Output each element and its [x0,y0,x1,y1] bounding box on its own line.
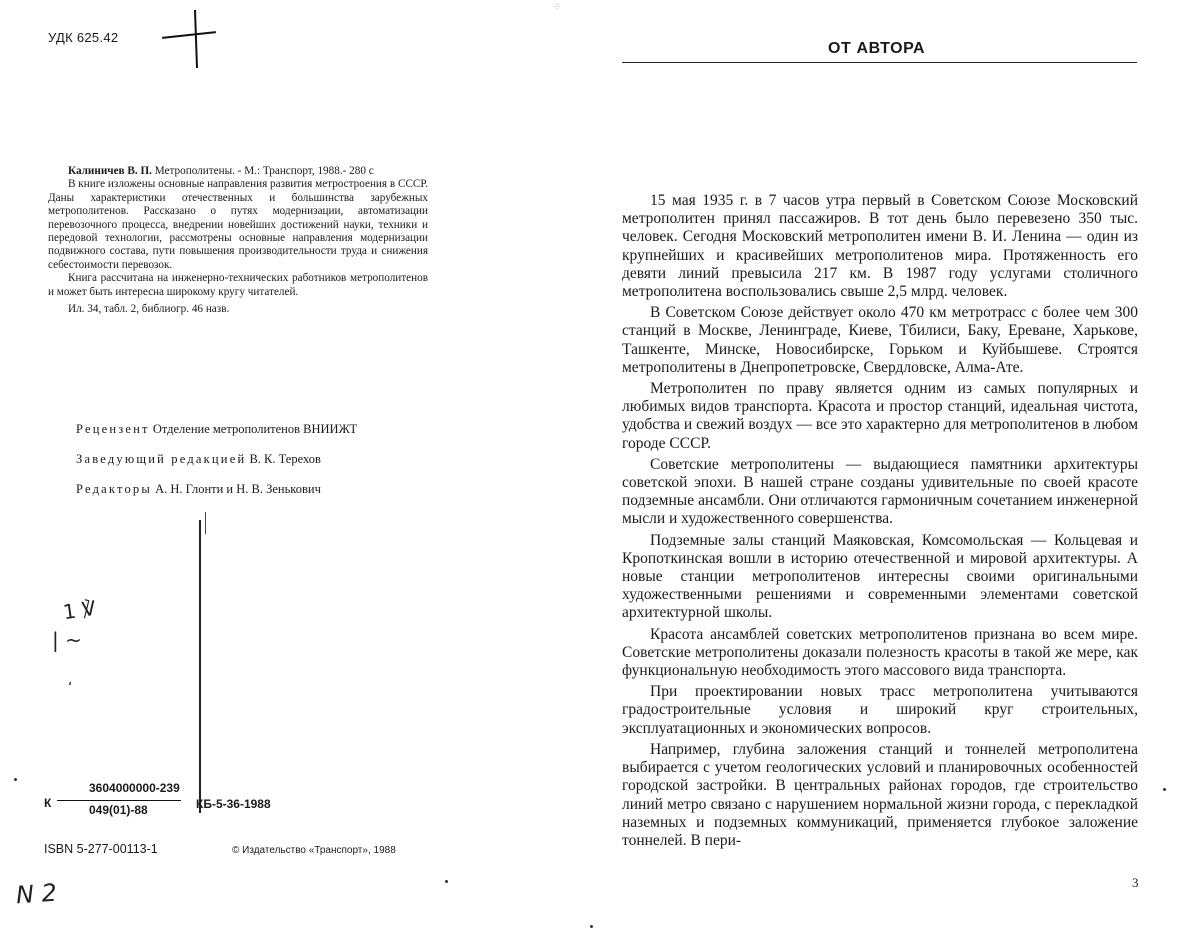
title-rule [622,62,1137,63]
udk-code: УДК 625.42 [48,30,119,45]
credit-role: Заведующий редакцией [76,452,247,466]
ink-speck [445,880,448,883]
biblio-author: Калиничев В. П. [68,165,152,177]
fraction-bar [57,800,181,801]
copyright-line: © Издательство «Транспорт», 1988 [232,845,396,856]
body-paragraph: Метрополитен по праву является одним из самых популярных и любимых видов транспорта. Красота и простор станций, идеальная чистота, удобства и свежий воздух — все это характерно для метрополитенов в любом городе СССР. [622,380,1138,452]
isbn: ISBN 5-277-00113-1 [44,842,158,856]
handwritten-number: N 2 [15,878,58,910]
kb-code: КБ-5-36-1988 [196,797,271,811]
credit-role: Редакторы [76,482,152,496]
body-paragraph: При проектировании новых трасс метрополитена учитываются градостроительные условия и широкий круг строительных, эксплуатационных и экономических вопросов. [622,683,1138,737]
price-code-letter: К [44,796,52,810]
credit-reviewer [76,422,357,437]
handwritten-mark: ʻ [68,680,73,696]
price-code-numerator: 3604000000-239 [89,781,180,795]
biblio-reference: Метрополитены. - М.: Транспорт, 1988.- 280 с [154,165,374,177]
credit-editor-in-chief [76,452,321,467]
credit-editors [76,482,321,497]
ink-speck [1163,788,1166,791]
credit-name: В. К. Терехов [249,452,321,466]
body-paragraph: 15 мая 1935 г. в 7 часов утра первый в Советском Союзе Московский метрополитен принял пассажиров. В тот день было перевезено 350 тыс. человек. Сегодня Московский метрополитен имени В. И. Ленина — один из крупнейших и красивейших метрополитенов мира. Протяженность его девяти линий превысила 217 км. В 1987 году услугами столичного метрополитена воспользовались свыше 2,5 млрд. человек. [622,192,1138,301]
foreword-body [622,192,1138,853]
ink-speck [14,778,17,781]
price-code-denominator: 049(01)-88 [89,803,148,817]
body-paragraph: Советские метрополитены — выдающиеся памятники архитектуры советской эпохи. В нашей стране созданы удивительные по своей красоте подземные ансамбли. Они отличаются гармоничным сочетанием инженерной мысли и художественного совершенства. [622,455,1138,528]
handwritten-cross-mark-bar [162,31,216,39]
body-paragraph: Красота ансамблей советских метрополитенов признана во всем мире. Советские метрополитены доказали полезность красоты в такой же мере, как функциональную необходимость этого массового вида транспорта. [622,625,1138,680]
body-paragraph: Подземные залы станций Маяковская, Комсомольская — Кольцевая и Кропоткинская вошли в историю отечественной и мировой архитектуры. А новые станции метрополитенов интересны своими оригинальными художественными решениями и современными элементами советской архитектурной школы. [622,531,1138,622]
handwritten-margin-line [199,520,201,813]
body-paragraph: Например, глубина заложения станций и тоннелей метрополитена выбирается с учетом геологических условий и планировочных особенностей городской застройки. В центральных районах городов, где строительство линий метро связано с нарушением нормальной жизни города, с перекладкой наземных и подземных коммуникаций, применяется глубокое заложение тоннелей. В пери- [622,740,1138,849]
scan-speck: ⁘ [553,2,562,13]
bibliographic-abstract [48,165,428,316]
credit-name: А. Н. Глонти и Н. В. Зенькович [155,482,321,496]
credit-role: Рецензент [76,422,150,436]
page-number: 3 [1132,875,1139,890]
handwritten-cross-mark [194,10,198,68]
abstract-paragraph: Книга рассчитана на инженерно-технических работников метрополитенов и может быть интересна широкому кругу читателей. [48,272,428,298]
page-title: ОТ АВТОРА [828,40,926,57]
ink-speck [590,925,593,928]
handwritten-mark: | ~ [52,628,82,652]
abstract-illustrations: Ил. 34, табл. 2, библиогр. 46 назв. [68,303,230,316]
handwritten-mark: 1 ℣ [61,595,98,625]
body-paragraph: В Советском Союзе действует около 470 км метротрасс с более чем 300 станций в Москве, Ленинграде, Киеве, Тбилиси, Баку, Ереване, Харькове, Ташкенте, Минске, Новосибирске, Горьком и Куйбышеве. Строятся метрополитены в Днепропетровске, Свердловске, Алма-Ате. [622,304,1138,376]
biblio-entry [48,165,428,178]
credit-name: Отделение метрополитенов ВНИИЖТ [152,422,358,436]
abstract-paragraph: В книге изложены основные направления развития метростроения в СССР. Даны характеристики отечественных и большинства зарубежных метрополитенов. Рассказано о путях модернизации, автоматизации перевозочного процесса, внедрении новейших достижений науки, техники и передовой технологии, рассмотрены основные направления модернизации подвижного состава, пути повышения производительности труда и снижения себестоимости перевозок. [48,178,428,271]
handwritten-margin-tick [205,512,206,534]
